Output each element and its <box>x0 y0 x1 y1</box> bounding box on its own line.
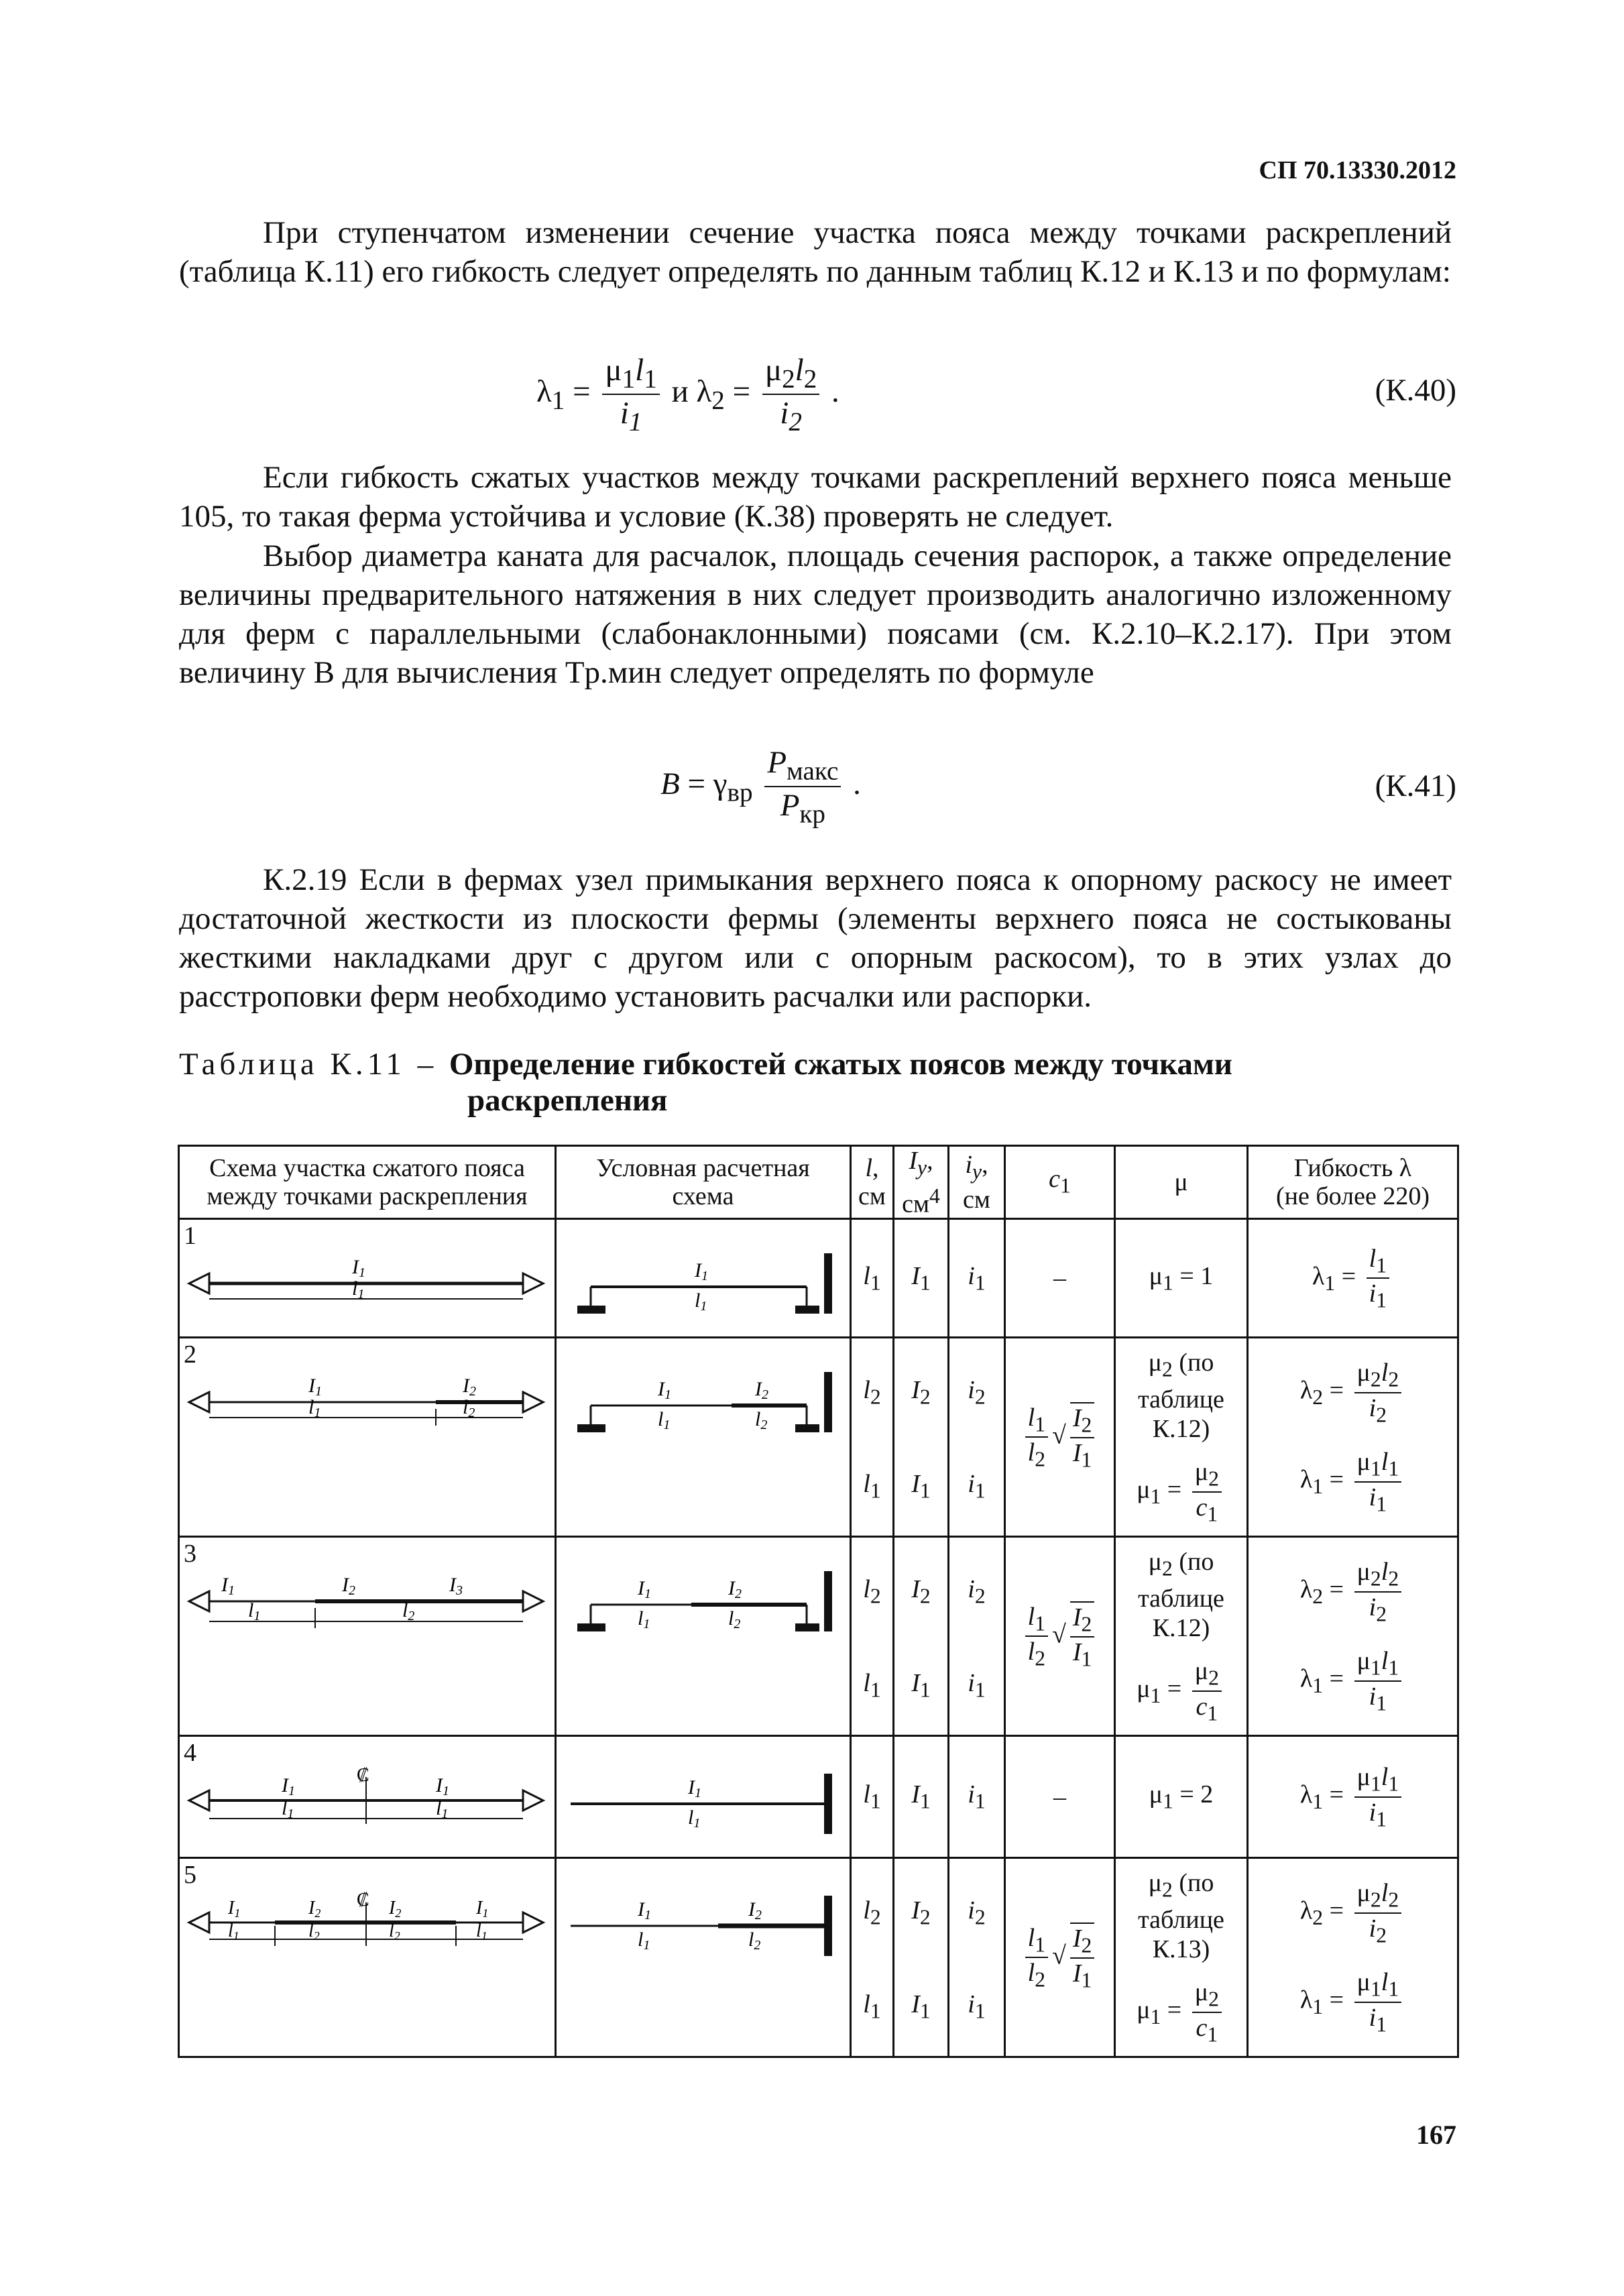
header-Iy: $I_y$, $см^4$ <box>894 1146 949 1219</box>
svg-text:I2: I2 <box>754 1378 768 1403</box>
svg-text:I1: I1 <box>221 1574 235 1599</box>
svg-text:l2: l2 <box>754 1408 767 1433</box>
scheme-diagram-5 <box>181 1859 554 2049</box>
scheme-cell-1: 1 I1 l1 <box>179 1219 556 1338</box>
svg-text:I1: I1 <box>637 1898 651 1923</box>
c1-formula: $\frac{l_1}{l_2}$ √ $\frac{I_2}{I_1}$ <box>1005 1537 1115 1736</box>
table-row: 5 ₡ I1 I2 I2 I1 l1 l2 l2 l1 I1 I2 l1 l2 $l_2$ $l_1$ $I_2$ $I_1$ $i_2$ $i_1$ $\frac{l_1}{l_2}$ √ $\frac{I_2}{I_1}$ $\mu_2$ (по таблице К.13) $\mu_1$ = $\frac{\mu_2}{c_1}$ $\lambda_2$ = $\frac{\mu_2l_2}{i_2}$ $\lambda_1$ = $\frac{\mu_1l_1}{i_1}$ <box>179 1858 1458 2057</box>
scheme-diagram-1 <box>181 1220 554 1330</box>
svg-text:l2: l2 <box>388 1920 400 1943</box>
calc-scheme-cell-3 <box>556 1537 851 1736</box>
paragraph-3: Выбор диаметра каната для расчалок, площадь сечения распорок, а также определение величины предварительного натяжения в них следует производить аналогично изложенному для ферм с параллельными (слабонаклонными) поясами (см. К.2.10–К.2.17). При этом величину B для вычисления Tр.мин следует определять по формуле <box>179 538 1452 690</box>
svg-text:l1: l1 <box>308 1396 321 1421</box>
header-mu: μ <box>1115 1146 1248 1219</box>
scheme-diagram-2 <box>181 1338 554 1529</box>
svg-text:l1: l1 <box>281 1797 294 1822</box>
paragraph-1: При ступенчатом изменении сечение участка пояса между точками раскреплений (таблица К.11) его гибкость следует определять по данным таблиц К.12 и К.13 и по формулам: <box>179 215 1452 289</box>
svg-text:l1: l1 <box>657 1408 670 1433</box>
c1-formula: $\frac{l_1}{l_2}$ √ $\frac{I_2}{I_1}$ <box>1005 1858 1115 2057</box>
svg-text:I1: I1 <box>637 1577 651 1602</box>
svg-text:l1: l1 <box>687 1806 700 1831</box>
svg-text:I2: I2 <box>308 1898 321 1920</box>
svg-text:₡: ₡ <box>356 1890 369 1911</box>
table-row: 4 ₡ I1 I1 l1 l1 I1 l1 $l_1$ $I_1$ $i_1$ – $\mu_1 = 2$ $\lambda_1$ = $\frac{\mu_1l_1}{i_1}$ <box>179 1736 1458 1858</box>
svg-text:I2: I2 <box>462 1375 476 1399</box>
calc-scheme-cell-5 <box>556 1858 851 2057</box>
svg-text:I1: I1 <box>435 1774 449 1799</box>
scheme-diagram-3 <box>181 1538 554 1728</box>
table-row: 1 I1 l1 I1 l1 $l_1$ $I_1$ $i_1$ – $\mu_1 = 1$ $\lambda_1$ = $\frac{l_1}{i_1}$ <box>179 1219 1458 1338</box>
svg-text:I2: I2 <box>748 1898 762 1923</box>
svg-text:l1: l1 <box>637 1929 650 1953</box>
svg-text:l1: l1 <box>694 1289 707 1314</box>
formula-k41-number: (К.41) <box>1375 768 1456 803</box>
svg-text:l1: l1 <box>247 1599 260 1624</box>
c1-formula: $\frac{l_1}{l_2}$ √ $\frac{I_2}{I_1}$ <box>1005 1338 1115 1537</box>
calc-scheme-cell-1 <box>556 1219 851 1338</box>
calc-scheme-cell-4 <box>556 1736 851 1858</box>
calc-scheme-diagram-2 <box>557 1338 850 1529</box>
header-calc-scheme: Условная расчетная схема <box>556 1146 851 1219</box>
svg-text:l1: l1 <box>435 1797 448 1822</box>
header-lambda: Гибкость λ (не более 220) <box>1248 1146 1458 1219</box>
table-caption: Таблица К.11 – Определение гибкостей сжатых поясов между точками раскрепления <box>179 1047 1232 1118</box>
header-scheme: Схема участка сжатого пояса между точками раскрепления <box>179 1146 556 1219</box>
document-code: СП 70.13330.2012 <box>1259 156 1456 184</box>
scheme-cell-4: 4 ₡ I1 I1 l1 l1 <box>179 1736 556 1858</box>
svg-text:I1: I1 <box>657 1378 671 1403</box>
calc-scheme-diagram-1 <box>557 1220 850 1330</box>
table-row: 3 I1 I2 I3 l1 l2 I1 I2 l1 l2 $l_2$ $l_1$ $I_2$ $I_1$ $i_2$ $i_1$ $\frac{l_1}{l_2}$ √ $\frac{I_2}{I_1}$ $\mu_2$ (по таблице К.12) $\mu_1$ = $\frac{\mu_2}{c_1}$ $\lambda_2$ = $\frac{\mu_2l_2}{i_2}$ $\lambda_1$ = $\frac{\mu_1l_1}{i_1}$ <box>179 1537 1458 1736</box>
table-row: 2 I1 I2 l1 l2 I1 I2 l1 l2 $l_2$ $l_1$ $I_2$ $I_1$ $i_2$ $i_1$ $\frac{l_1}{l_2}$ √ $\frac{I_2}{I_1}$ $\mu_2$ (по таблице К.12) $\mu_1$ = $\frac{\mu_2}{c_1}$ $\lambda_2$ = $\frac{\mu_2l_2}{i_2}$ $\lambda_1$ = $\frac{\mu_1l_1}{i_1}$ <box>179 1338 1458 1537</box>
svg-text:I1: I1 <box>308 1375 322 1399</box>
header-l: l, см <box>851 1146 894 1219</box>
header-iy: $i_y$, см <box>949 1146 1005 1219</box>
svg-text:l2: l2 <box>308 1920 320 1943</box>
svg-text:l1: l1 <box>637 1607 650 1632</box>
paragraph-2: Если гибкость сжатых участков между точками раскреплений верхнего пояса меньше 105, то такая ферма устойчива и условие (К.38) проверять не следует. <box>179 460 1452 534</box>
svg-text:I1: I1 <box>694 1259 708 1284</box>
svg-text:l2: l2 <box>462 1396 475 1421</box>
page-number: 167 <box>1416 2120 1456 2150</box>
svg-text:I1: I1 <box>281 1774 295 1799</box>
formula-k41: $B = \gamma_{вр}$ $\frac{P_{макс}}{P_{кр}}$ . <box>660 745 861 829</box>
svg-text:l2: l2 <box>728 1607 740 1632</box>
calc-scheme-cell-2 <box>556 1338 851 1537</box>
scheme-diagram-4 <box>181 1737 554 1850</box>
scheme-cell-3: 3 I1 I2 I3 l1 l2 <box>179 1537 556 1736</box>
paragraph-4: К.2.19 Если в фермах узел примыкания верхнего пояса к опорному раскосу не имеет достаточной жесткости из плоскости фермы (элементы верхнего пояса не состыкованы жесткими накладками друг с другом или с опорным раскосом), то в этих узлах до расстроповки ферм необходимо установить расчалки или распорки. <box>179 862 1452 1014</box>
svg-text:I2: I2 <box>388 1898 401 1920</box>
svg-text:I2: I2 <box>728 1577 742 1602</box>
svg-text:I1: I1 <box>475 1898 488 1920</box>
formula-k40-number: (К.40) <box>1375 373 1456 408</box>
calc-scheme-diagram-4 <box>557 1737 850 1850</box>
svg-text:I3: I3 <box>449 1574 463 1599</box>
svg-text:l2: l2 <box>748 1929 760 1953</box>
svg-text:I1: I1 <box>351 1256 365 1281</box>
scheme-cell-2: 2 I1 I2 l1 l2 <box>179 1338 556 1537</box>
header-c1: $c_1$ <box>1005 1146 1115 1219</box>
svg-text:I1: I1 <box>687 1776 701 1801</box>
svg-text:l2: l2 <box>402 1599 414 1624</box>
svg-text:l1: l1 <box>475 1920 487 1943</box>
calc-scheme-diagram-3 <box>557 1538 850 1728</box>
scheme-cell-5: 5 ₡ I1 I2 I2 I1 l1 l2 l2 l1 <box>179 1858 556 2057</box>
svg-text:l1: l1 <box>351 1277 364 1302</box>
table-k11 <box>178 1145 1459 2058</box>
svg-text:₡: ₡ <box>356 1765 369 1786</box>
svg-text:I1: I1 <box>227 1898 240 1920</box>
formula-k40: $\lambda_1$ = $\frac{\mu_1l_1}{i_1}$ и $\lambda_2$ = $\frac{\mu_2l_2}{i_2}$ . <box>536 353 839 437</box>
calc-scheme-diagram-5 <box>557 1859 850 2049</box>
svg-text:I2: I2 <box>341 1574 355 1599</box>
table-header-row <box>179 1146 1458 1219</box>
svg-text:l1: l1 <box>227 1920 239 1943</box>
